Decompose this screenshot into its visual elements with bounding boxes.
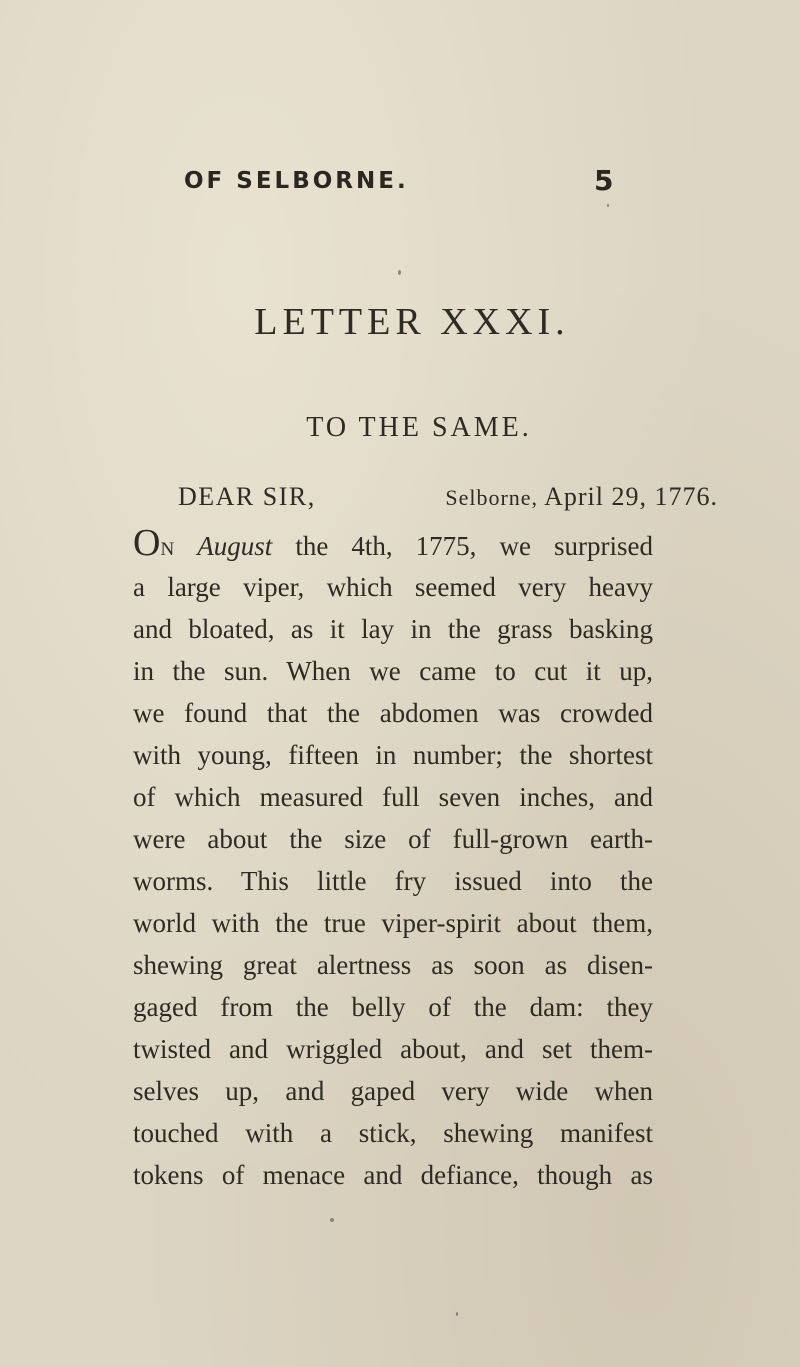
- italic-word: August: [197, 531, 273, 561]
- body-line: of which measured full seven inches, and: [133, 782, 653, 812]
- letter-body: [133, 524, 653, 1196]
- paper-speck: [398, 270, 401, 275]
- initial-letter: O: [133, 522, 161, 564]
- body-line: selves up, and gaped very wide when: [133, 1076, 653, 1106]
- paper-speck: [456, 1312, 458, 1316]
- paper-speck: [607, 204, 609, 207]
- body-line: with young, fifteen in number; the shortest: [133, 740, 653, 770]
- body-line: world with the true viper-spirit about them,: [133, 908, 653, 938]
- body-line: worms. This little fry issued into the: [133, 866, 653, 896]
- body-line: in the sun. When we came to cut it up,: [133, 656, 653, 686]
- addressee: TO THE SAME.: [306, 412, 532, 443]
- salutation: DEAR SIR,: [178, 482, 316, 511]
- body-line: touched with a stick, shewing manifest: [133, 1118, 653, 1148]
- letter-heading: LETTER XXXI.: [254, 301, 570, 343]
- body-line: [133, 524, 653, 566]
- body-line: were about the size of full-grown earth-: [133, 824, 653, 854]
- date: April 29, 1776.: [544, 482, 718, 511]
- place: Selborne,: [445, 485, 539, 510]
- body-line: a large viper, which seemed very heavy: [133, 572, 653, 602]
- body-line: tokens of menace and defiance, though as: [133, 1160, 653, 1190]
- body-line: shewing great alertness as soon as disen-: [133, 950, 653, 980]
- body-line: we found that the abdomen was crowded: [133, 698, 653, 728]
- paper-speck: [330, 1218, 334, 1222]
- running-title: OF SELBORNE.: [184, 168, 409, 194]
- body-line: twisted and wriggled about, and set them-: [133, 1034, 653, 1064]
- body-line: gaged from the belly of the dam: they: [133, 992, 653, 1022]
- body-line: and bloated, as it lay in the grass basking: [133, 614, 653, 644]
- small-cap: N: [160, 539, 175, 560]
- running-head: [0, 164, 800, 208]
- body-line-text: the 4th, 1775, we surprised: [295, 531, 654, 561]
- place-date: [445, 482, 718, 512]
- page-number: 5: [594, 164, 614, 197]
